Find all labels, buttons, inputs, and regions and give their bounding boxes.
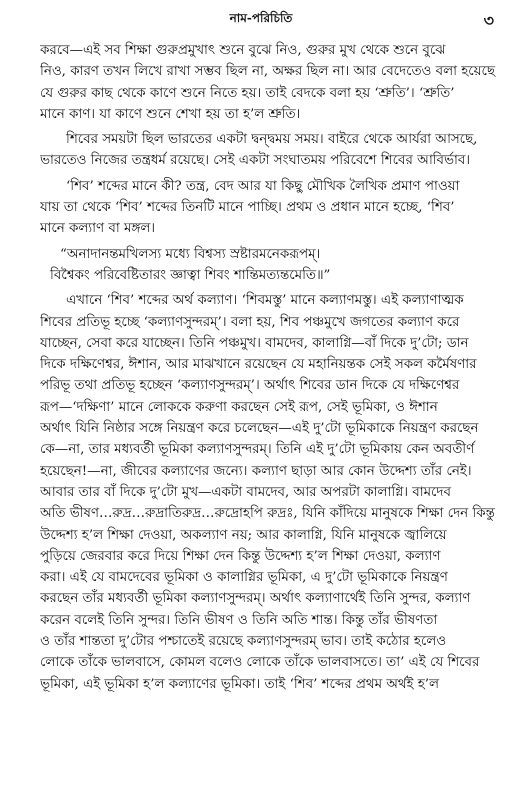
text-line: রূপ—‘দক্ষিণা’ মানে লোককে করুণা করছেন সেই রূপ, সেই ভূমিকা, ও ঈশান [40,399,438,415]
text-line: পরিভূ তথা প্রতিভূ হচ্ছেন ‘কল্যাণসুন্দরম্’। অর্থাৎ শিবের ডান দিকে যে দক্ষিণেশ্বর [40,378,460,394]
text-line: এখানে ‘শিব’ শব্দের অর্থ কল্যাণ। ‘শিবমস্তু’ মানে কল্যাণমস্তু। এই কল্যাণাত্মক [66,293,464,309]
text-line: লোকে তাঁকে ভালবাসে, কোমল বলেও লোকে তাঁকে ভালবাসতে। তা’ এই যে শিবের [40,655,480,671]
text-line: অতি ভীষণ…রুদ্র…রুদ্রাতিরুদ্র…রুদ্রোহপি রুদ্রঃ, যিনি কাঁদিয়ে মানুষকে শিক্ষা দেন কিন্তু [40,506,495,522]
text-line: মানে কল্যাণ বা মঙ্গল। [40,221,156,237]
text-line: উদ্দেশ্য হ’ল শিক্ষা দেওয়া, অকল্যাণ নয়; আর কালাগ্নি, যিনি মানুষকে জ্বালিয়ে [40,527,447,543]
text-line: শিবের সময়টা ছিল ভারতের একটা দ্বন্দ্বময় সময়। বাইরে থেকে আর্যরা আসছে, [66,132,478,148]
text-line: ভারতেও নিজের তন্ত্রধর্ম রয়েছে। সেই একটা সংঘাতময় পরিবেশে শিবের আবির্ভাব। [40,153,471,169]
text-line: অর্থাৎ যিনি নিষ্ঠার সঙ্গে নিয়ন্ত্রণ করে চলেছেন—এই দু’টো ভূমিকাকে নিয়ন্ত্রণ করছেন [40,421,479,437]
text-line: করেন বলেই তিনি সুন্দর। তিনি ভীষণ ও তিনি অতি শান্ত। কিন্তু তাঁর ভীষণতা [40,612,438,628]
body-text [40,40,496,695]
text-line: যাচ্ছেন, সেবা করে যাচ্ছেন। তিনি পঞ্চমুখ। বামদেব, কালাগ্নি—বাঁ দিকে দু’টো; ডান [40,335,469,351]
text-line: ও তাঁর শান্ততা দু’টোর পশ্চাতেই রয়েছে কল্যাণসুন্দরম্ ভাব। তাই কঠোর হলেও [40,634,447,650]
text-line: করবে—এই সব শিক্ষা গুরুপ্রমুখাৎ শুনে বুঝে নিও, গুরুর মুখ থেকে শুনে বুঝে [40,43,446,58]
text-line: যে গুরুর কাছ থেকে কাণে শুনে নিতে হয়। তাই বেদকে বলা হয় ‘শ্রুতি’। ‘শ্রুতি’ [40,85,455,101]
text-line: হয়েছেন!—না, জীবের কল্যাণের জন্যে। কল্যাণ ছাড়া আর কোন উদ্দেশ্য তাঁর নেই। [40,463,472,479]
text-line: নিও, কারণ তখন লিখে রাখা সম্ভব ছিল না, অক্ষর ছিল না। আর বেদেতেও বলা হয়েছে [40,64,496,80]
page-number: ৩ [483,11,494,30]
text-line: আবার তার বাঁ দিকে দু’টো মুখ—একটা বামদেব, আর অপরটা কালাগ্নি। বামদেব [40,484,451,500]
text-line: শিবের প্রতিভূ হচ্ছে ‘কল্যাণসুন্দরম্’। বলা হয়, শিব পঞ্চমুখে জগতের কল্যাণ করে [40,314,460,330]
text-line: ‘শিব’ শব্দের মানে কী? তন্ত্র, বেদ আর যা কিছু মৌখিক লৈখিক প্রমাণ পাওয়া [66,178,460,194]
text-line: যায় তা থেকে ‘শিব’ শব্দের তিনটি মানে পাচ্ছি। প্রথম ও প্রধান মানে হচ্ছে, ‘শিব’ [40,200,455,216]
text-line: করা। এই যে বামদেবের ভূমিকা ও কালাগ্নির ভূমিকা, এ দু’টো ভূমিকাকে নিয়ন্ত্রণ [40,570,448,586]
running-title: নাম-পরিচিতি [229,11,293,25]
text-line: কে—না, তার মধ্যবর্তী ভূমিকা কল্যাণসুন্দরম্। তিনি এই দু’টো ভূমিকায় কেন অবতীর্ণ [40,442,475,458]
text-line: মানে কাণ। যা কাণে শুনে শেখা হয় তা হ’ল শ্রুতি। [40,106,301,122]
text-line: পুড়িয়ে জেরবার করে দিয়ে শিক্ষা দেন কিন্তু উদ্দেশ্য হ’ল শিক্ষা দেওয়া, কল্যাণ [40,548,441,564]
verse-line: বিশ্বৈকং পরিবেষ্টিতারং জ্ঞাত্বা শিবং শান্তিমত্যন্তমেতি॥” [50,267,331,283]
text-line: দিকে দক্ষিণেশ্বর, ঈশান, আর মাঝখানে রয়েছেন যে মহানিয়ন্তক সেই সকল কর্মৈষণার [40,357,477,373]
verse-line: “অনাদানন্তমখিলস্য মধ্যে বিশ্বস্য স্রষ্টারমনেকরূপম্। [60,246,321,262]
text-line: ভূমিকা, এই ভূমিকা হ’ল কল্যাণের ভূমিকা। তাই ‘শিব’ শব্দের প্রথম অর্থই হ’ল [40,676,440,692]
page-header [0,10,522,30]
text-line: করছেন তাঁর মধ্যবর্তী ভূমিকা কল্যাণসুন্দরম্। অর্থাৎ কল্যাণার্থেই তিনি সুন্দর, কল্যাণ [40,591,471,607]
